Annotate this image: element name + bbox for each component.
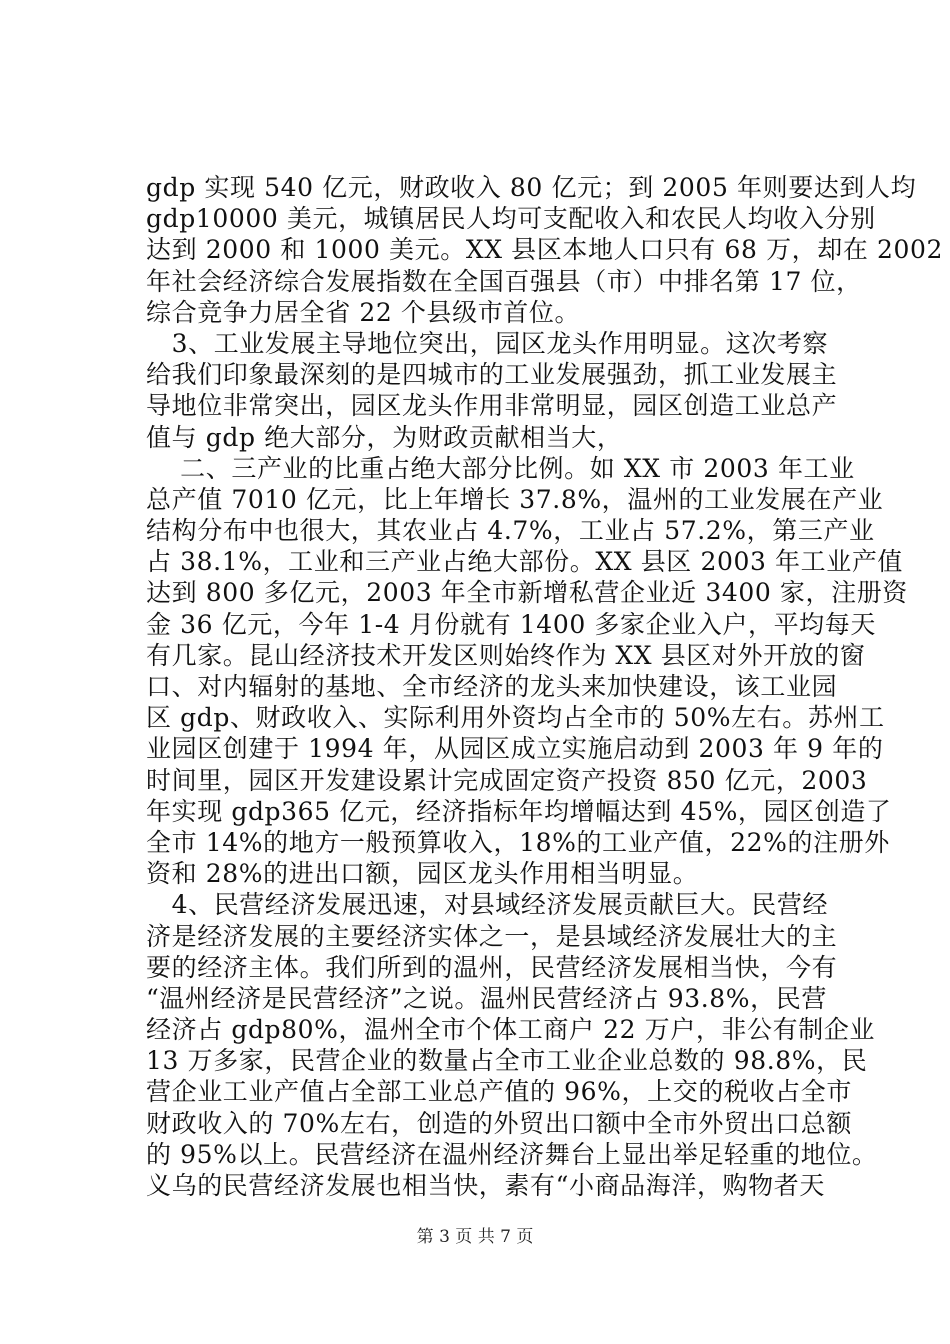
text-line: 口、对内辐射的基地、全市经济的龙头来加快建设，该工业园 xyxy=(146,672,838,701)
text-line: 有几家。昆山经济技术开发区则始终作为 XX 县区对外开放的窗 xyxy=(146,640,866,670)
text-line: 时间里，园区开发建设累计完成固定资产投资 850 亿元，2003 xyxy=(146,765,868,795)
text-line: gdp 实现 540 亿元，财政收入 80 亿元；到 2005 年则要达到人均 xyxy=(146,173,917,202)
text-line: 3、工业发展主导地位突出，园区龙头作用明显。这次考察 xyxy=(146,328,829,358)
text-line: “温州经济是民营经济”之说。温州民营经济占 93.8%，民营 xyxy=(146,983,827,1013)
text-line: 全市 14%的地方一般预算收入，18%的工业产值，22%的注册外 xyxy=(146,827,890,857)
text-line: 资和 28%的进出口额，园区龙头作用相当明显。 xyxy=(146,859,699,889)
text-line: 年实现 gdp365 亿元，经济指标年均增幅达到 45%，园区创造了 xyxy=(146,796,892,826)
page-footer xyxy=(0,1226,950,1248)
text-line: 结构分布中也很大，其农业占 4.7%，工业占 57.2%，第三产业 xyxy=(146,516,875,546)
text-line: 经济占 gdp80%，温州全市个体工商户 22 万户，非公有制企业 xyxy=(146,1015,876,1045)
text-line: 区 gdp、财政收入、实际利用外资均占全市的 50%左右。苏州工 xyxy=(146,703,885,733)
text-line: 年社会经济综合发展指数在全国百强县（市）中排名第 17 位， xyxy=(146,266,862,296)
text-line: 给我们印象最深刻的是四城市的工业发展强劲，抓工业发展主 xyxy=(146,360,838,390)
text-line: 义乌的民营经济发展也相当快，素有“小商品海洋，购物者天 xyxy=(146,1171,825,1200)
text-line: 导地位非常突出，园区龙头作用非常明显，园区创造工业总产 xyxy=(146,391,838,421)
text-line: 达到 800 多亿元，2003 年全市新增私营企业近 3400 家，注册资 xyxy=(146,578,908,608)
text-line: 13 万多家，民营企业的数量占全市工业企业总数的 98.8%，民 xyxy=(146,1046,868,1076)
text-line: 济是经济发展的主要经济实体之一，是县域经济发展壮大的主 xyxy=(146,921,838,951)
text-line: 金 36 亿元，今年 1-4 月份就有 1400 多家企业入户，平均每天 xyxy=(146,609,876,639)
text-line: 总产值 7010 亿元，比上年增长 37.8%，温州的工业发展在产业 xyxy=(146,484,884,514)
text-line: 财政收入的 70%左右，创造的外贸出口额中全市外贸出口总额 xyxy=(146,1108,852,1138)
text-line: 营企业工业产值占全部工业总产值的 96%，上交的税收占全市 xyxy=(146,1077,852,1107)
text-line: 4、民营经济发展迅速，对县域经济发展贡献巨大。民营经 xyxy=(146,890,829,920)
text-line: 业园区创建于 1994 年，从园区成立实施启动到 2003 年 9 年的 xyxy=(146,734,884,764)
text-line: 要的经济主体。我们所到的温州，民营经济发展相当快，今有 xyxy=(146,952,838,982)
text-line: 达到 2000 和 1000 美元。XX 县区本地人口只有 68 万，却在 2002 xyxy=(146,235,944,265)
text-line: 二、三产业的比重占绝大部分比例。如 XX 市 2003 年工业 xyxy=(146,453,855,483)
text-line: 综合竞争力居全省 22 个县级市首位。 xyxy=(146,297,581,327)
body-text xyxy=(146,172,944,1201)
text-line: 的 95%以上。民营经济在温州经济舞台上显出举足轻重的地位。 xyxy=(146,1139,878,1169)
text-line: 占 38.1%，工业和三产业占绝大部份。XX 县区 2003 年工业产值 xyxy=(146,547,904,577)
text-line: 值与 gdp 绝大部分，为财政贡献相当大， xyxy=(146,422,623,452)
page-number: 第 3 页 共 7 页 xyxy=(416,1227,534,1247)
text-line: gdp10000 美元，城镇居民人均可支配收入和农民人均收入分别 xyxy=(146,204,876,234)
